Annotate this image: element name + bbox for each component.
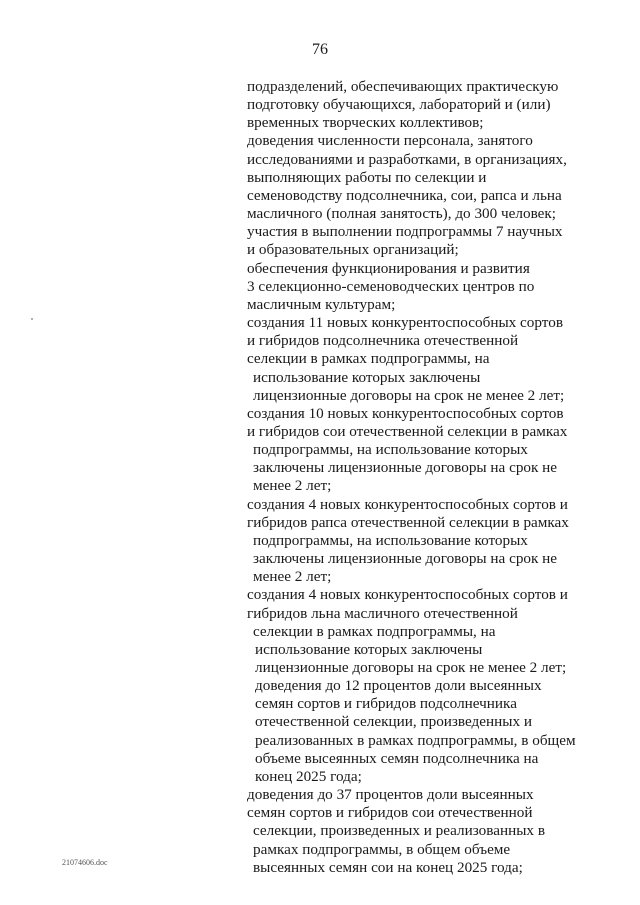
text-line: семян сортов и гибридов сои отечественной [247, 804, 533, 822]
text-line: селекции в рамках подпрограммы, на [247, 350, 490, 368]
text-line: отечественной селекции, произведенных и [255, 713, 532, 731]
text-line: и гибридов подсолнечника отечественной [247, 332, 519, 350]
text-line: менее 2 лет; [253, 568, 332, 586]
text-line: заключены лицензионные договоры на срок не [253, 550, 558, 568]
text-line: семеноводству подсолнечника, сои, рапса и льна [247, 186, 562, 204]
text-line: обеспечения функционирования и развития [247, 259, 530, 277]
text-line: создания 4 новых конкурентоспособных сортов и [247, 495, 568, 513]
text-line: подразделений, обеспечивающих практическую [247, 78, 559, 95]
text-line: заключены лицензионные договоры на срок не [253, 459, 558, 477]
text-line: использование которых заключены [253, 368, 481, 386]
text-line: доведения численности персонала, занятого [247, 132, 533, 150]
text-line: масличным культурам; [247, 295, 396, 313]
text-line: временных творческих коллективов; [247, 114, 484, 132]
text-line: подпрограммы, на использование которых [253, 441, 528, 459]
page-number: 76 [312, 41, 328, 58]
text-line: доведения до 12 процентов доли высеянных [255, 677, 542, 695]
text-line: рамках подпрограммы, в общем объеме [253, 840, 511, 858]
margin-mark [31, 318, 33, 320]
text-line: выполняющих работы по селекции и [247, 168, 487, 186]
text-line: реализованных в рамках подпрограммы, в общем [255, 731, 576, 749]
text-line: создания 10 новых конкурентоспособных сортов [247, 404, 564, 422]
text-line: исследованиями и разработками, в организациях, [247, 150, 567, 168]
text-line: лицензионные договоры на срок не менее 2 лет; [255, 659, 567, 676]
body-text [247, 78, 587, 877]
text-line: селекции в рамках подпрограммы, на [253, 622, 496, 640]
text-line: гибридов рапса отечественной селекции в рамках [247, 513, 569, 531]
footer-doc-name: 21074606.doc [62, 858, 108, 867]
text-line: селекции, произведенных и реализованных в [253, 822, 545, 840]
text-line: 3 селекционно-семеноводческих центров по [247, 277, 535, 295]
text-line: подпрограммы, на использование которых [253, 531, 528, 549]
text-line: и образовательных организаций; [247, 241, 459, 259]
text-line: конец 2025 года; [255, 767, 362, 785]
text-line: гибридов льна масличного отечественной [247, 604, 518, 622]
text-line: масличного (полная занятость), до 300 человек; [247, 205, 556, 223]
text-line: и гибридов сои отечественной селекции в рамках [247, 422, 568, 440]
text-line: создания 11 новых конкурентоспособных сортов [247, 314, 563, 332]
text-line: подготовку обучающихся, лабораторий и (или) [247, 96, 551, 114]
text-line: лицензионные договоры на срок не менее 2 лет; [253, 386, 565, 404]
text-line: доведения до 37 процентов доли высеянных [247, 786, 534, 804]
text-line: объеме высеянных семян подсолнечника на [255, 749, 539, 767]
text-line: создания 4 новых конкурентоспособных сортов и [247, 586, 568, 604]
text-line: менее 2 лет; [253, 477, 332, 495]
text-line: семян сортов и гибридов подсолнечника [255, 695, 517, 713]
text-line: использование которых заключены [255, 640, 483, 658]
text-line: участия в выполнении подпрограммы 7 научных [247, 223, 563, 241]
text-line: высеянных семян сои на конец 2025 года; [253, 858, 523, 876]
